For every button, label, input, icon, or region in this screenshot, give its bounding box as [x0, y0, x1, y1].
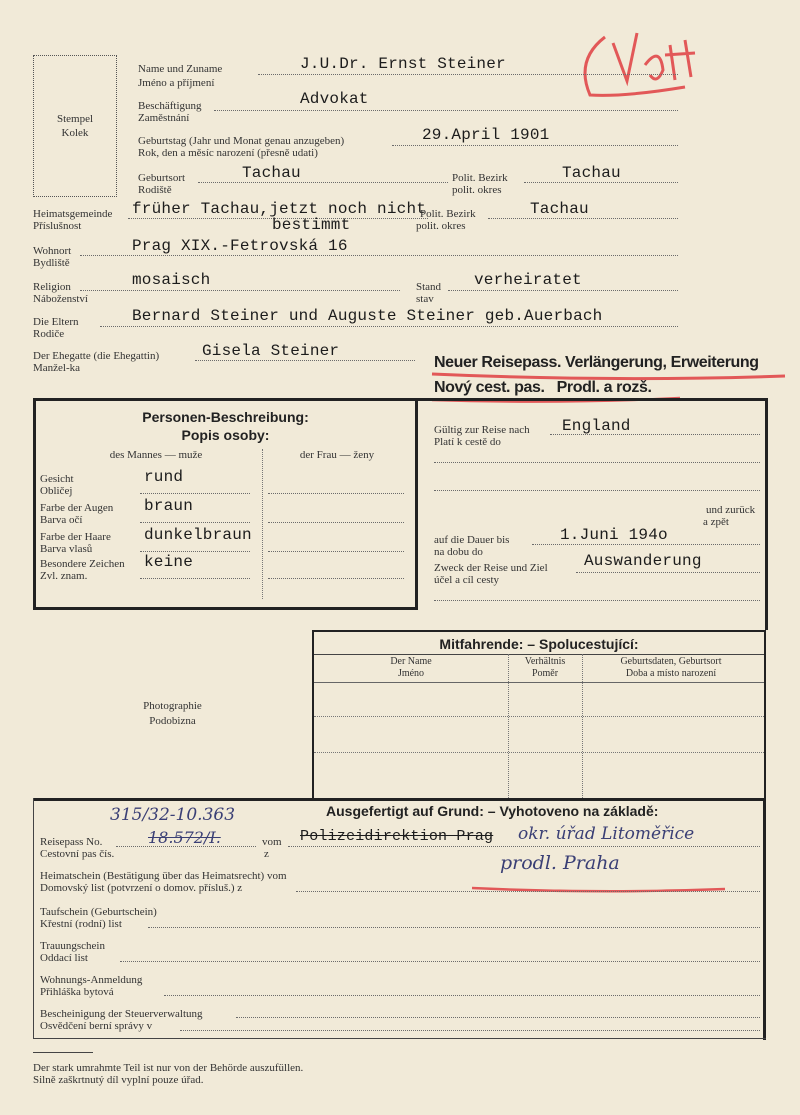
polit-district2-line: [488, 218, 678, 219]
photo-label-de: Photographie: [143, 700, 202, 712]
companions-row-rule-1: [314, 716, 764, 717]
description-row-label-cz: Obličej: [40, 485, 73, 497]
name-value: J.U.Dr. Ernst Steiner: [300, 55, 506, 73]
passport-type-line1: Neuer Reisepass. Verlängerung, Erweiterung: [434, 354, 759, 371]
authority-handwritten-2: prodl. Praha: [500, 852, 620, 874]
companions-header-cz: Poměr: [531, 668, 559, 679]
purpose-line: [576, 572, 760, 573]
duration-value: 1.Juni 194o: [560, 526, 668, 544]
companions-header-cz: Jméno: [397, 668, 425, 679]
authority-printed: Polizeidirektion Prag: [300, 828, 494, 845]
authority-handwritten-1: okr. úřad Litoměřice: [518, 824, 695, 844]
description-row-label-cz: Barva očí: [40, 514, 83, 526]
from-label-cz: z: [264, 848, 269, 860]
description-row-line-women: [268, 493, 404, 494]
description-row-label-de: Farbe der Haare: [40, 531, 111, 543]
birthdate-label-de: Geburtstag (Jahr und Monat genau anzugeben): [138, 135, 345, 147]
birthdate-line: [392, 145, 678, 146]
polit-district-label-cz: polit. okres: [452, 184, 502, 196]
occupation-line: [214, 110, 678, 111]
spouse-value: Gisela Steiner: [202, 342, 340, 360]
birthdate-value: 29.April 1901: [422, 126, 550, 144]
tax-label-de: Bescheinigung der Steuerverwaltung: [40, 1008, 203, 1020]
description-divider: [262, 449, 263, 599]
marriage-label-de: Trauungschein: [40, 940, 105, 952]
home-community-value: früher Tachau,jetzt noch nicht: [132, 200, 427, 218]
issued-ref-number: 315/32-10.363: [110, 805, 236, 825]
purpose-label-de: Zweck der Reise und Ziel: [434, 562, 548, 574]
from-label-de: vom: [262, 836, 282, 848]
red-annotation-mark: [565, 15, 725, 105]
valid-line-2: [434, 462, 760, 463]
duration-line: [532, 544, 760, 545]
name-line: [258, 74, 678, 75]
description-row-line-men: [140, 578, 250, 579]
residence-value: Prag XIX.-Fetrovská 16: [132, 237, 348, 255]
description-title-de: Personen-Beschreibung:: [142, 409, 309, 425]
return-label-de: und zurück: [706, 504, 756, 516]
description-row-label-cz: Zvl. znam.: [40, 570, 88, 582]
description-row-line-women: [268, 551, 404, 552]
right-border: [765, 398, 768, 630]
marriage-label-cz: Oddací list: [40, 952, 88, 964]
description-row-label-cz: Barva vlasů: [40, 543, 93, 555]
occupation-label-de: Beschäftigung: [138, 100, 202, 112]
description-col-men: des Mannes — muže: [109, 449, 203, 461]
valid-label-cz: Platí k cestě do: [434, 436, 501, 448]
description-row-value: rund: [144, 468, 184, 486]
description-row-label-de: Gesicht: [40, 473, 74, 485]
companions-header-de: Geburtsdaten, Geburtsort: [620, 656, 722, 667]
religion-label-de: Religion: [33, 281, 71, 293]
description-row-line-women: [268, 578, 404, 579]
companions-row-rule-2: [314, 752, 764, 753]
baptism-label-de: Taufschein (Geburtschein): [40, 906, 157, 918]
companions-header-cz: Doba a místo narození: [625, 668, 717, 679]
status-line: [448, 290, 678, 291]
parents-line: [100, 326, 678, 327]
issued-title: Ausgefertigt auf Grund: – Vyhotoveno na základě:: [326, 803, 659, 819]
companions-header-de: Verhältnis: [524, 656, 566, 667]
description-row-line-women: [268, 522, 404, 523]
registration-label-de: Wohnungs-Anmeldung: [40, 974, 143, 986]
spouse-label-cz: Manžel-ka: [33, 362, 81, 374]
homecert-line: [296, 891, 760, 892]
polit-district-value: Tachau: [562, 164, 621, 182]
purpose-label-cz: účel a cíl cesty: [434, 574, 500, 586]
photo-label-cz: Podobizna: [149, 715, 196, 727]
stamp-box: [33, 55, 117, 197]
authority-line: [288, 846, 760, 847]
return-label-cz: a zpět: [703, 516, 729, 528]
valid-line-3: [434, 490, 760, 491]
polit-district2-label-cz: polit. okres: [416, 220, 466, 232]
duration-label-cz: na dobu do: [434, 546, 483, 558]
companions-title-rule: [314, 654, 764, 655]
description-row-line-men: [140, 493, 250, 494]
purpose-line-2: [434, 600, 760, 601]
name-label-cz: Jméno a příjmení: [138, 77, 215, 89]
description-row-value: dunkelbraun: [144, 526, 252, 544]
religion-value: mosaisch: [132, 271, 211, 289]
parents-label-cz: Rodiče: [33, 328, 65, 340]
birthdate-label-cz: Rok, den a měsíc narození (přesně udati): [138, 147, 318, 159]
description-row-value: braun: [144, 497, 194, 515]
companions-title: Mitfahrende: – Spolucestující:: [439, 636, 639, 652]
issued-box-left: [33, 798, 34, 1038]
description-row-value: keine: [144, 553, 194, 571]
residence-label-de: Wohnort: [33, 245, 72, 257]
registration-label-cz: Přihláška bytová: [40, 986, 114, 998]
description-title-cz: Popis osoby:: [181, 427, 270, 443]
valid-value: England: [562, 417, 631, 435]
polit-district2-value: Tachau: [530, 200, 589, 218]
red-underline-authority: [470, 880, 730, 896]
description-row-label-de: Farbe der Augen: [40, 502, 114, 514]
name-label-de: Name und Zuname: [138, 63, 223, 75]
tax-label-cz: Osvědčení berní správy v: [40, 1020, 153, 1032]
companions-header-de: Der Name: [390, 656, 432, 667]
tax-line: [236, 1017, 760, 1018]
homecert-label-de: Heimatschein (Bestätigung über das Heimatsrecht) vom: [40, 870, 287, 882]
right-border-top: [418, 398, 768, 401]
polit-district-line: [524, 182, 678, 183]
occupation-label-cz: Zaměstnání: [138, 112, 190, 124]
home-community-label-de: Heimatsgemeinde: [33, 208, 113, 220]
birthplace-label-cz: Rodiště: [138, 184, 172, 196]
description-row-line-men: [140, 551, 250, 552]
footer-rule: [33, 1052, 93, 1053]
marriage-line: [120, 961, 760, 962]
home-community-value-2: bestimmt: [272, 216, 351, 234]
status-label-de: Stand: [416, 281, 442, 293]
birthplace-label-de: Geburtsort: [138, 172, 186, 184]
baptism-label-cz: Křestní (rodní) list: [40, 918, 122, 930]
registration-line: [164, 995, 760, 996]
duration-label-de: auf die Dauer bis: [434, 534, 510, 546]
issued-box-top: [33, 798, 765, 801]
residence-line: [80, 255, 678, 256]
parents-value: Bernard Steiner und Auguste Steiner geb.Auerbach: [132, 307, 603, 325]
issued-box-bottom: [33, 1038, 766, 1039]
companions-header-rule: [314, 682, 764, 683]
passport-no-label-de: Reisepass No.: [40, 836, 103, 848]
description-row-label-de: Besondere Zeichen: [40, 558, 125, 570]
footer-cz: Silně zaškrtnutý díl vyplní pouze úřad.: [33, 1074, 204, 1086]
homecert-label-cz: Domovský list (potvrzení o domov. přísluš.) z: [40, 882, 243, 894]
passport-type-line2: Nový cest. pas. Prodl. a rozš.: [434, 379, 652, 396]
baptism-line: [148, 927, 760, 928]
residence-label-cz: Bydliště: [33, 257, 70, 269]
tax-line-2: [180, 1030, 760, 1031]
issued-box-right: [763, 798, 766, 1040]
valid-label-de: Gültig zur Reise nach: [434, 424, 530, 436]
stamp-label-cz: Kolek: [61, 127, 89, 139]
religion-line: [80, 290, 400, 291]
religion-label-cz: Náboženství: [33, 293, 88, 305]
birthplace-line: [198, 182, 448, 183]
passport-no-value: 18.572/I.: [148, 828, 221, 847]
occupation-value: Advokat: [300, 90, 369, 108]
spouse-line: [195, 360, 415, 361]
footer-de: Der stark umrahmte Teil ist nur von der Behörde auszufüllen.: [33, 1062, 304, 1074]
red-underline-passport: [430, 370, 790, 410]
spouse-label-de: Der Ehegatte (die Ehegattin): [33, 350, 160, 362]
purpose-value: Auswanderung: [584, 552, 702, 570]
polit-district-label-de: Polit. Bezirk: [452, 172, 508, 184]
status-value: verheiratet: [474, 271, 582, 289]
parents-label-de: Die Eltern: [33, 316, 79, 328]
birthplace-value: Tachau: [242, 164, 301, 182]
status-label-cz: stav: [416, 293, 434, 305]
home-community-label-cz: Příslušnost: [33, 220, 82, 232]
stamp-label-de: Stempel: [56, 113, 94, 125]
polit-district2-label-de: Polit. Bezirk: [420, 208, 476, 220]
description-col-women: der Frau — ženy: [299, 449, 375, 461]
passport-no-label-cz: Cestovní pas čís.: [40, 848, 115, 860]
description-row-line-men: [140, 522, 250, 523]
